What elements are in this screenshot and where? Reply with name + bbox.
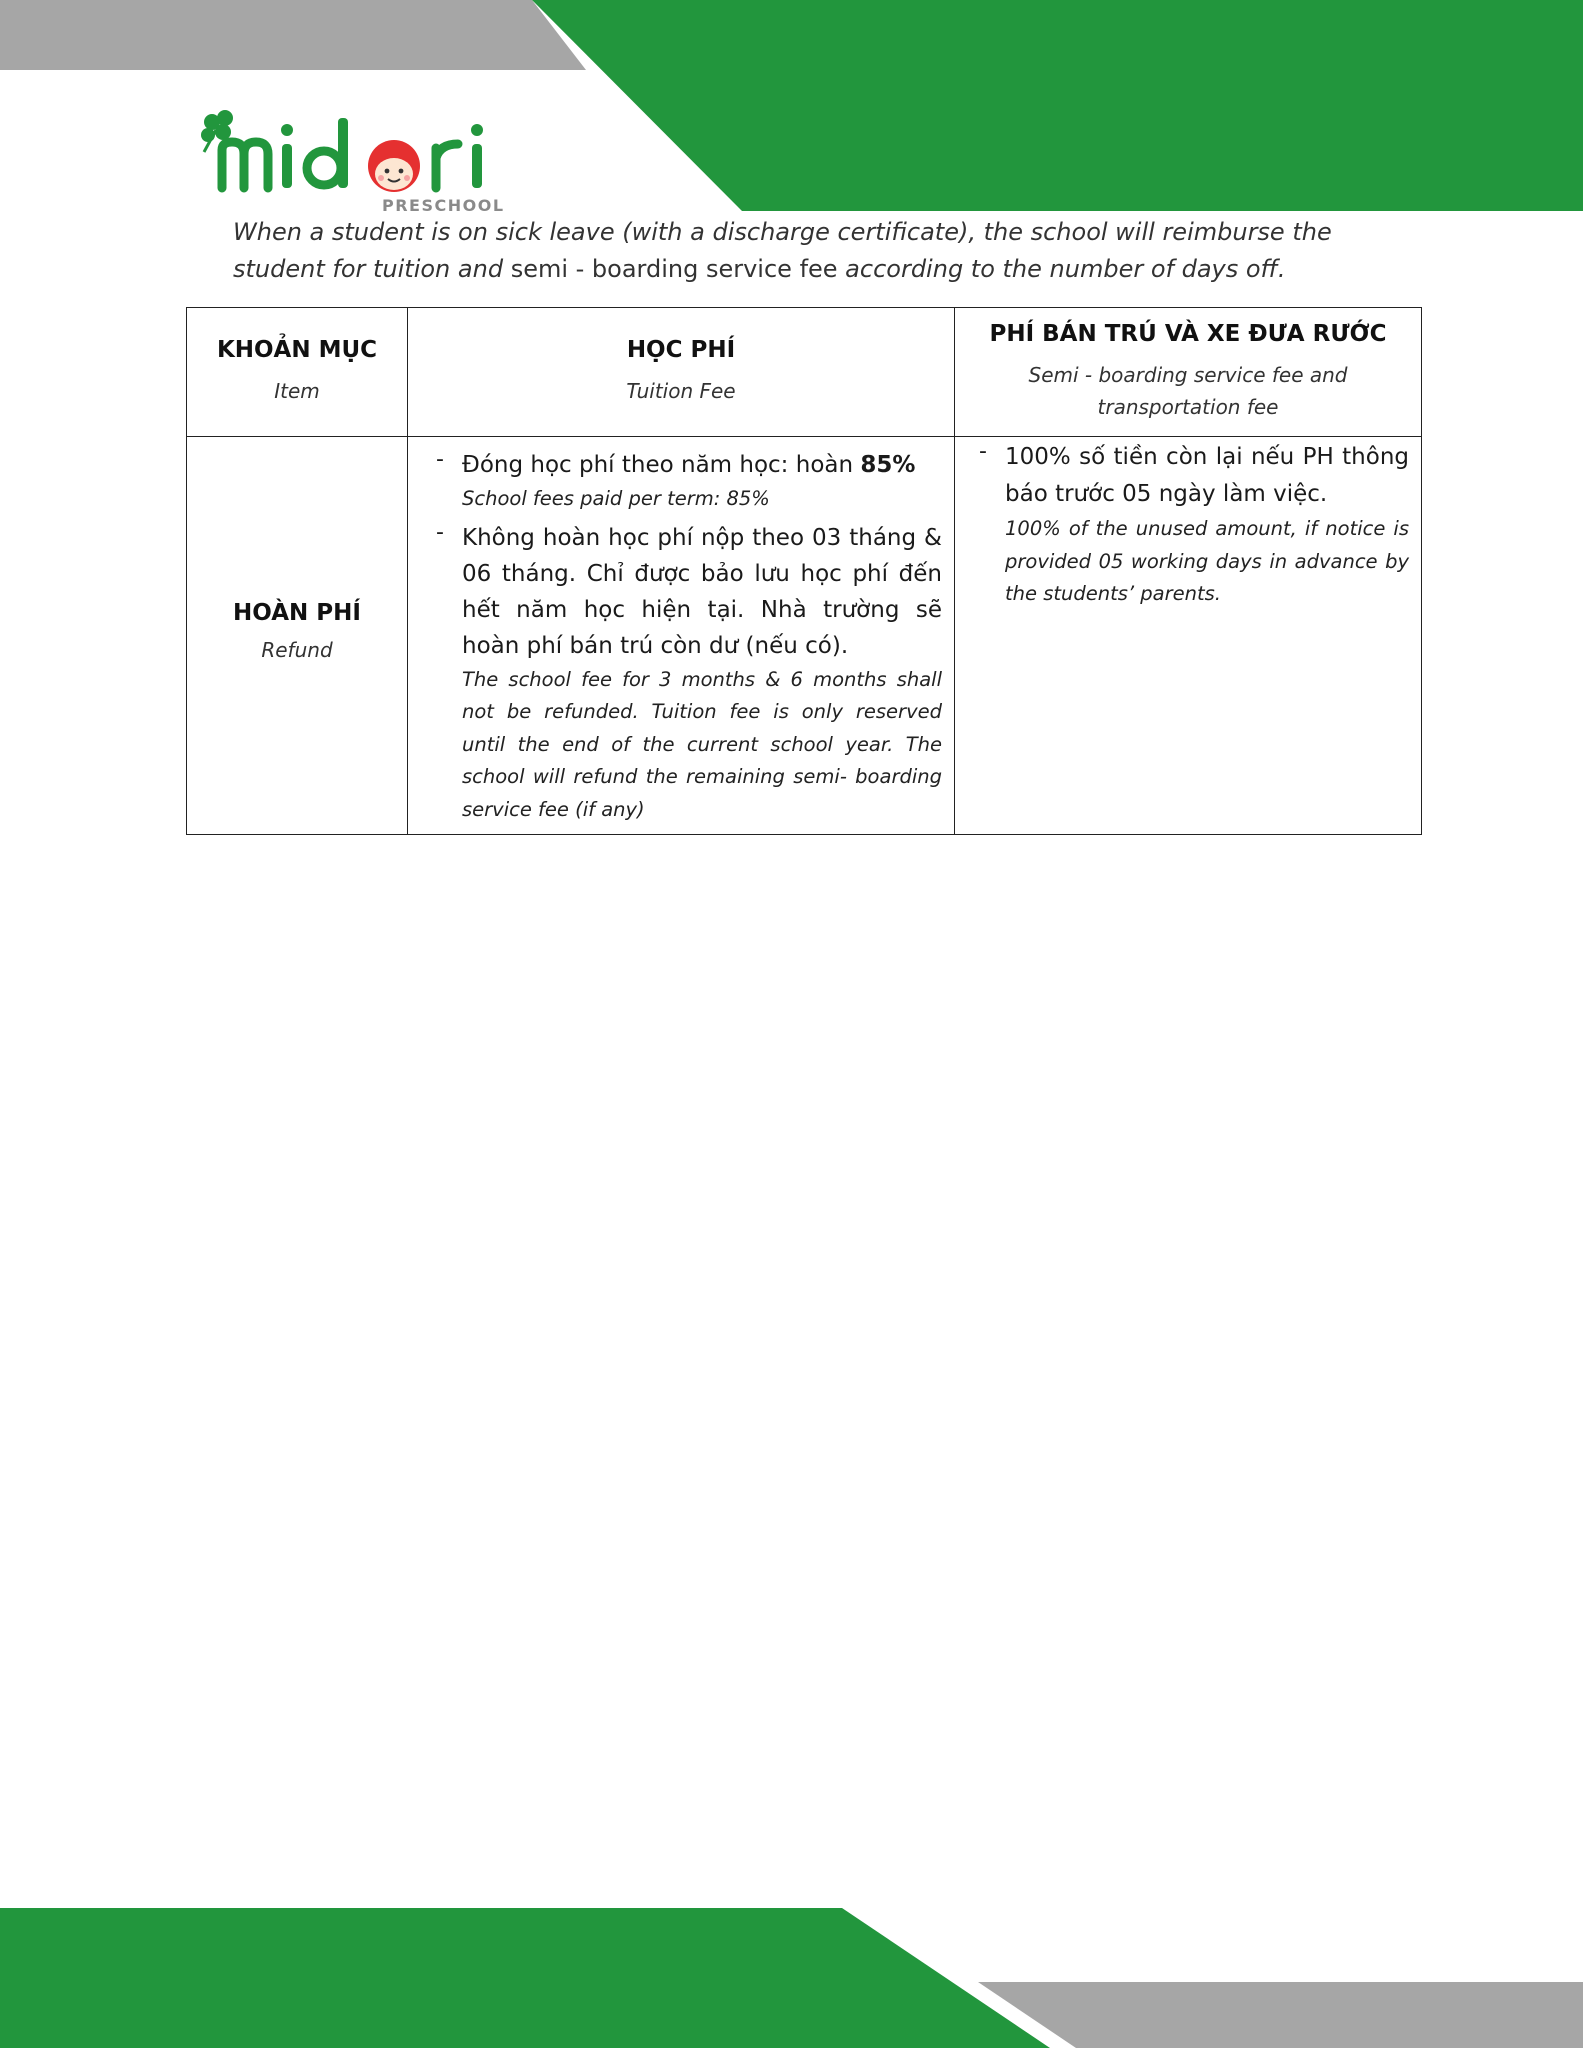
intro-part-2: semi - boarding service fee — [510, 255, 838, 283]
tuition-annual-vi-text: Đóng học phí theo năm học: hoàn — [462, 452, 861, 478]
header-tuition-title: HỌC PHÍ — [626, 337, 736, 363]
header-item — [187, 308, 408, 437]
list-item — [428, 520, 942, 827]
cell-tuition — [408, 437, 955, 835]
intro-part-1: When a student is on sick leave (with a discharge certificate), the school will reimburse the student for tuition and — [233, 218, 1332, 283]
boarding-refund-vi: 100% số tiền còn lại nếu PH thông báo trước 05 ngày làm việc. — [1005, 444, 1409, 507]
header-boarding — [955, 308, 1422, 437]
header-item-subtitle: Item — [274, 379, 320, 403]
cell-item — [187, 437, 408, 835]
header-boarding-title: PHÍ BÁN TRÚ VÀ XE ĐƯA RƯỚC — [989, 321, 1387, 347]
refund-subtitle: Refund — [261, 638, 333, 662]
boarding-refund-en: 100% of the unused amount, if notice is provided 05 working days in advance by the students’ parents. — [1005, 517, 1409, 605]
bottom-green-shape — [0, 1908, 1050, 2048]
bullet-dash: - — [436, 519, 444, 545]
cell-boarding — [955, 437, 1422, 835]
header-boarding-subtitle: Semi - boarding service fee and transportation fee — [1028, 363, 1348, 419]
header-item-title: KHOẢN MỤC — [216, 337, 378, 363]
table-header-row — [187, 308, 1422, 437]
intro-paragraph — [233, 214, 1413, 288]
intro-part-3: according to the number of days off. — [837, 255, 1286, 283]
refund-policy-table — [186, 307, 1422, 835]
header-tuition — [408, 308, 955, 437]
refund-title: HOÀN PHÍ — [233, 600, 361, 626]
tuition-annual-percent: 85% — [860, 452, 916, 478]
logo-subtitle: PRESCHOOL — [382, 196, 505, 215]
table-row-refund — [187, 437, 1422, 835]
tuition-annual-vi — [462, 447, 942, 483]
list-item — [971, 439, 1409, 611]
bullet-dash: - — [436, 447, 444, 472]
top-gray-band — [0, 0, 586, 70]
top-green-shape — [532, 0, 1583, 211]
tuition-nonrefund-vi: Không hoàn học phí nộp theo 03 tháng & 06 tháng. Chỉ được bảo lưu học phí đến hết năm học hiện tại. Nhà trường sẽ hoàn phí bán trú còn dư (nếu có). — [462, 524, 942, 659]
tuition-nonrefund-en: The school fee for 3 months & 6 months shall not be refunded. Tuition fee is only reserved until the end of the current school year. The school will refund the remaining semi- boarding service fee (if any) — [462, 667, 942, 821]
list-item — [428, 447, 942, 516]
bullet-dash: - — [979, 439, 987, 464]
bottom-gray-band — [978, 1982, 1583, 2048]
tuition-annual-en: School fees paid per term: 85% — [462, 487, 770, 510]
header-tuition-subtitle: Tuition Fee — [626, 379, 736, 403]
